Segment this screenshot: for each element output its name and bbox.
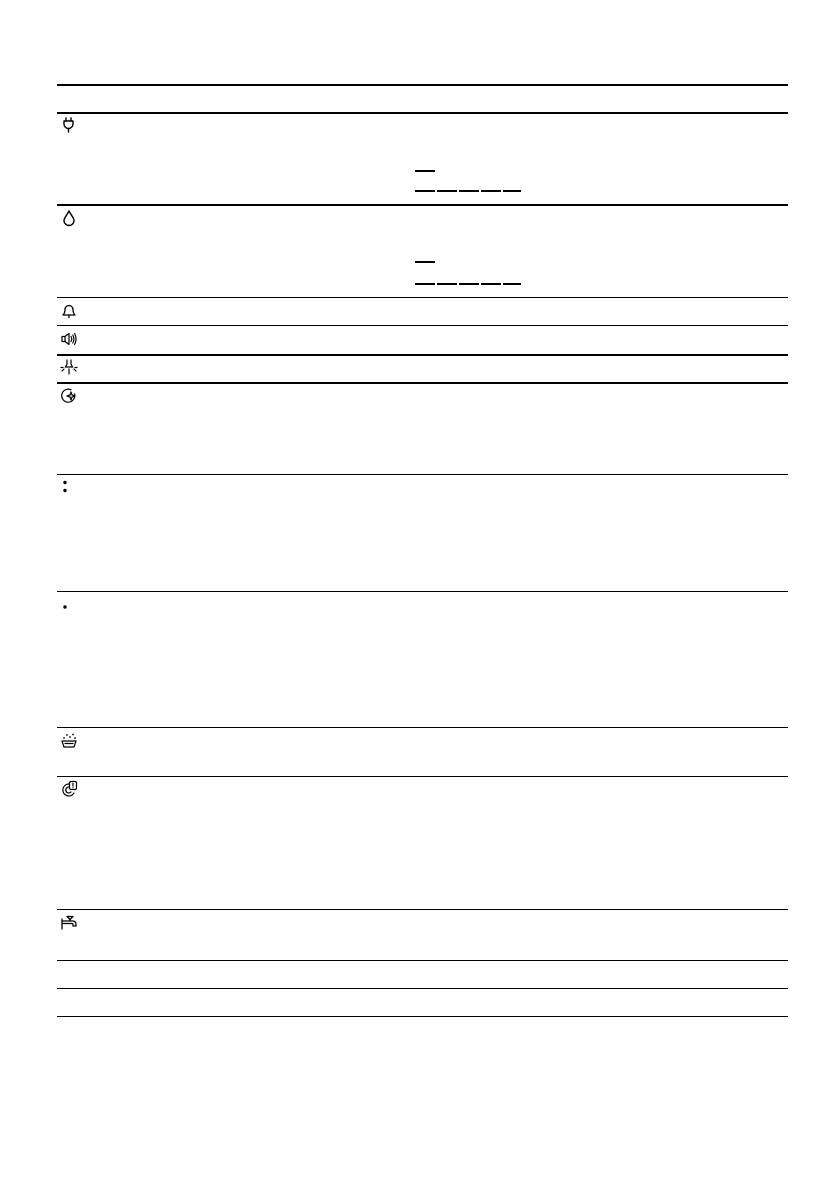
water-long-segment: [437, 283, 457, 285]
one-dot-icon: [61, 597, 77, 613]
row-divider: [57, 204, 788, 206]
table-top-rule: [57, 84, 788, 86]
table-bottom-rule: [57, 1016, 788, 1017]
machine-alert-icon: [61, 781, 77, 797]
water-long-segment: [481, 283, 501, 285]
row-divider: [57, 727, 788, 728]
row-divider: [57, 960, 788, 961]
row-divider: [57, 591, 788, 592]
power-long-segment: [503, 190, 521, 192]
power-long-segment: [437, 190, 457, 192]
speaker-volume-icon: [61, 331, 77, 347]
row-divider: [57, 988, 788, 989]
water-tap-icon: [61, 915, 77, 931]
power-short-indicator: [415, 170, 435, 172]
row-divider: [57, 909, 788, 910]
light-bulb-icon: [61, 359, 77, 375]
row-divider: [57, 354, 788, 356]
row-divider: [57, 776, 788, 777]
bell-icon: [61, 303, 77, 319]
power-long-segment: [459, 190, 479, 192]
row-divider: [57, 474, 788, 475]
water-long-segment: [415, 283, 435, 285]
basket-sparkle-icon: [61, 733, 77, 749]
water-long-segment: [503, 283, 521, 285]
water-drop-icon: [61, 210, 77, 226]
sparkle-timer-icon: [61, 388, 77, 404]
water-short-indicator: [415, 261, 435, 263]
two-dots-icon: [61, 480, 77, 496]
power-long-segment: [481, 190, 501, 192]
power-plug-icon: [61, 117, 77, 133]
row-divider: [57, 325, 788, 326]
row-divider: [57, 297, 788, 298]
water-long-segment: [459, 283, 479, 285]
row-divider: [57, 382, 788, 384]
power-long-segment: [415, 190, 435, 192]
table-header-rule: [57, 112, 788, 114]
